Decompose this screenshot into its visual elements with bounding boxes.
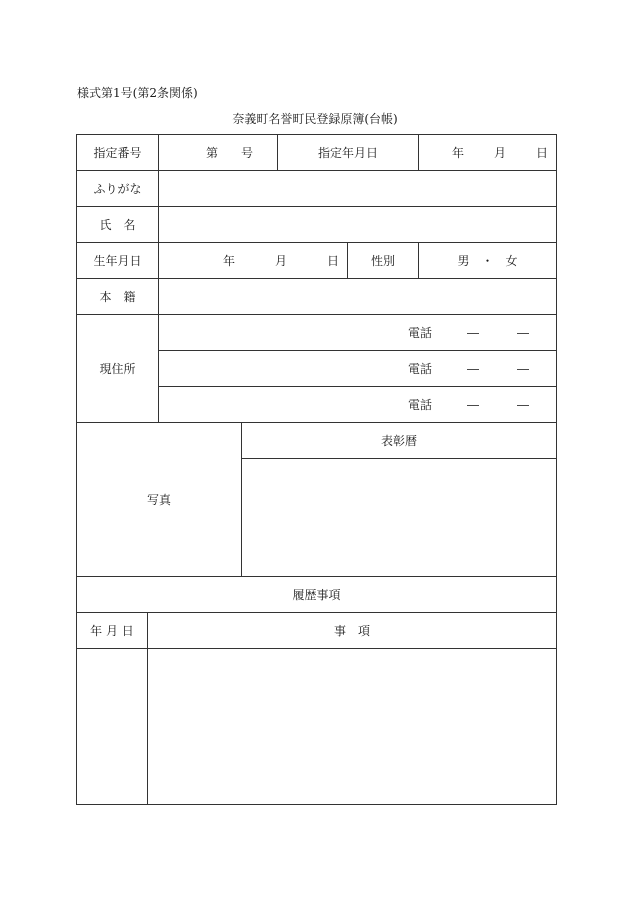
domicile-label: 本 籍 xyxy=(77,279,159,315)
name-label: 氏 名 xyxy=(77,207,159,243)
furigana-label: ふりがな xyxy=(77,171,159,207)
awards-label: 表彰暦 xyxy=(242,423,557,459)
domicile-field[interactable] xyxy=(159,279,557,315)
birthdate-field[interactable] xyxy=(159,243,348,279)
history-header-row xyxy=(77,613,557,649)
address-row-1 xyxy=(77,315,557,351)
birth-day: 日 xyxy=(327,254,340,268)
phone-label: 電話 xyxy=(408,362,433,376)
furigana-field[interactable] xyxy=(159,171,557,207)
name-field[interactable] xyxy=(159,207,557,243)
address-field-1[interactable] xyxy=(159,315,557,351)
birth-year: 年 xyxy=(222,254,235,268)
designation-day: 日 xyxy=(536,146,549,160)
furigana-row xyxy=(77,171,557,207)
awards-field[interactable] xyxy=(242,459,557,577)
designation-year: 年 xyxy=(452,146,465,160)
history-date-field[interactable] xyxy=(77,649,148,805)
history-title-row xyxy=(77,577,557,613)
designation-row xyxy=(77,135,557,171)
history-body-row xyxy=(77,649,557,805)
address-field-2[interactable] xyxy=(159,351,557,387)
designation-number-label: 指定番号 xyxy=(77,135,159,171)
history-item-header: 事 項 xyxy=(148,613,557,649)
birth-month: 月 xyxy=(275,254,288,268)
domicile-row xyxy=(77,279,557,315)
phone-label: 電話 xyxy=(408,326,433,340)
phone-dash: ― xyxy=(517,362,530,376)
birthdate-label: 生年月日 xyxy=(77,243,159,279)
designation-month: 月 xyxy=(494,146,507,160)
designation-date-field[interactable] xyxy=(419,135,557,171)
number-suffix: 号 xyxy=(241,146,254,160)
photo-area[interactable]: 写真 xyxy=(77,423,242,577)
phone-label: 電話 xyxy=(408,398,433,412)
address-field-3[interactable] xyxy=(159,387,557,423)
number-prefix: 第 xyxy=(206,146,219,160)
page-title: 奈義町名誉町民登録原簿(台帳) xyxy=(232,112,398,126)
history-date-header: 年 月 日 xyxy=(77,613,148,649)
history-item-field[interactable] xyxy=(148,649,557,805)
photo-awards-header-row xyxy=(77,423,557,459)
gender-label: 性別 xyxy=(348,243,419,279)
gender-field[interactable]: 男 ・ 女 xyxy=(419,243,557,279)
birthdate-row xyxy=(77,243,557,279)
designation-number-field[interactable] xyxy=(159,135,278,171)
name-row xyxy=(77,207,557,243)
address-label: 現住所 xyxy=(77,315,159,423)
history-title: 履歴事項 xyxy=(77,577,557,613)
phone-dash: ― xyxy=(517,398,530,412)
phone-dash: ― xyxy=(467,398,480,412)
phone-dash: ― xyxy=(467,326,480,340)
phone-dash: ― xyxy=(517,326,530,340)
registry-form-table xyxy=(76,134,557,805)
designation-date-label: 指定年月日 xyxy=(278,135,419,171)
phone-dash: ― xyxy=(467,362,480,376)
form-number-label: 様式第1号(第2条関係) xyxy=(77,86,198,100)
